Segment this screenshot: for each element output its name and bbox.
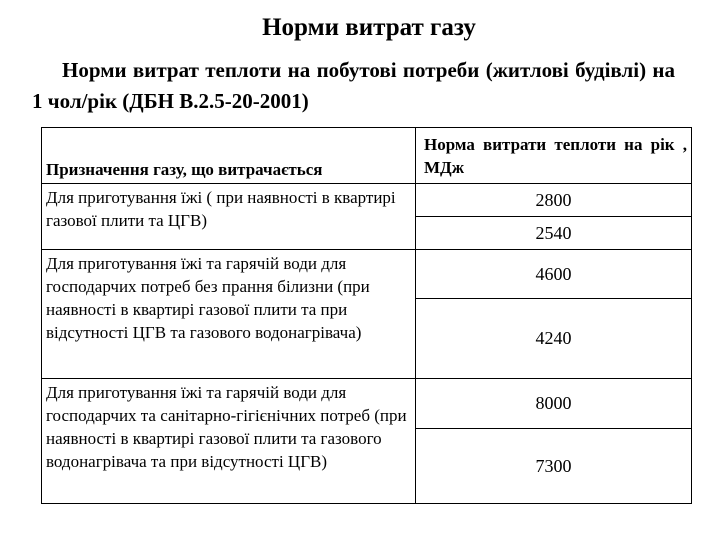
- row-3-purpose: Для приготування їжі та гарячій води для господарчих та санітарно-гігієнічних потреб (при наявності в квартирі газової плити та газового водонагрівача та при відсутності ЦГВ): [42, 379, 416, 504]
- header-purpose: Призначення газу, що витрачається: [42, 128, 416, 184]
- row-2-value-1: 4600: [416, 250, 692, 299]
- row-1-value-2: 2540: [416, 217, 692, 250]
- header-heat-norm: Норма витрати теплоти на рік , МДж: [416, 128, 692, 184]
- row-1-purpose: Для приготування їжі ( при наявності в квартирі газової плити та ЦГВ): [42, 184, 416, 250]
- table-header-row: [42, 128, 692, 184]
- page-title: Норми витрат газу: [262, 14, 476, 41]
- row-3-value-1: 8000: [416, 379, 692, 429]
- row-3-value-2: 7300: [416, 429, 692, 504]
- row-1-value-1: 2800: [416, 184, 692, 217]
- table-row: [42, 379, 692, 429]
- table-row: [42, 184, 692, 217]
- subtitle: Норми витрат теплоти на побутові потреби (житлові будівлі) на 1 чол/рік (ДБН В.2.5-20-2001): [32, 58, 675, 113]
- row-2-value-2: 4240: [416, 299, 692, 379]
- gas-norms-table: [41, 127, 692, 504]
- table-row: [42, 250, 692, 299]
- row-2-purpose: Для приготування їжі та гарячій води для господарчих потреб без прання білизни (при наявності в квартирі газової плити та при відсутності ЦГВ та газового водонагрівача): [42, 250, 416, 379]
